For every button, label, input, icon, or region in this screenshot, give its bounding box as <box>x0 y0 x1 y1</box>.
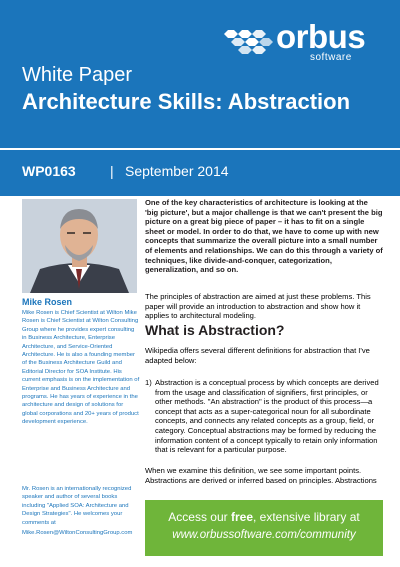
intro-block <box>145 198 383 275</box>
band-separator: | <box>110 163 114 179</box>
orbus-logo[interactable] <box>218 18 378 66</box>
author-bio: Mike Rosen is Chief Scientist at Wilton Mike Rosen is Chief Scientist at Wilton Consulting Group where he provides expert consulting in Business Architecture, Enterprise Architecture, and Service-Oriented Architecture. He is also a founding member of the Business Architecture Guild and Editorial Director for SOA Institute. His current emphasis is on the implementation of Enterprise and Business Architecture and programs. He has years of experience in the architecture and design of solutions for global corporations and 20+ years of product development experience. <box>22 310 140 426</box>
intro-paragraph: One of the key characteristics of architecture is looking at the 'big picture', but a major challenge is that we can't present the big picture on a great big piece of paper – it has to fit on a single sheet or model. In order to do that, we have to come up with new concepts that summarize the overall picture into a small number of elements and relationships. We can do this through a variety of techniques, like divide-and-conquer, categorization, generalization, and so on. <box>145 198 383 275</box>
publication-date: September 2014 <box>125 163 229 179</box>
document-info-band <box>0 150 400 196</box>
author-email-link[interactable]: Mike.Rosen@WiltonConsultingGroup.com <box>22 530 133 536</box>
page-title: Architecture Skills: Abstraction <box>22 89 351 114</box>
logo-subtext: software <box>310 52 352 63</box>
body-paragraph: When we examine this definition, we see some important points. Abstractions are derived or inferred based on principles. Abstractions <box>145 466 377 485</box>
cta-free: free <box>230 510 253 524</box>
list-number: 1) <box>145 378 152 387</box>
author-portrait-icon <box>22 199 137 293</box>
body-paragraph: The principles of abstraction are aimed at just these problems. This paper will provide an introduction to abstraction and show how it applies to architectural modeling. <box>145 292 371 321</box>
header-banner <box>0 0 400 148</box>
cta-text <box>145 510 383 524</box>
cta-url-link[interactable]: www.orbussoftware.com/community <box>172 529 356 541</box>
document-id: WP0163 <box>22 163 76 179</box>
author-bio-extra: Mr. Rosen is an internationally recognized speaker and author of several books including "Applied SOA: Architecture and Design Strategies". He welcomes your comments at <box>22 486 132 526</box>
author-name: Mike Rosen <box>22 297 73 307</box>
author-photo <box>22 199 137 293</box>
numbered-list-item <box>145 378 383 455</box>
library-cta-banner[interactable] <box>145 500 383 556</box>
body-paragraph: Wikipedia offers several different definitions for abstraction that I've adapted below: <box>145 346 370 365</box>
cta-prefix: Access our <box>168 510 231 524</box>
logo-wordmark: orbus <box>276 18 366 55</box>
document-type: White Paper <box>22 64 133 86</box>
list-item-text: Abstraction is a conceptual process by which concepts are derived from the usage and classification of signifiers, first principles, or other methods. "An abstraction" is the product of this process—a concept that acts as a super-categorical noun for all subordinate concepts, and connects any related concepts as a group, field, or category. Conceptual abstractions may be formed by reducing the information content of a concept typically to retain only information that is relevant for a particular purpose. <box>155 378 379 455</box>
section-heading: What is Abstraction? <box>145 322 285 338</box>
cta-suffix: , extensive library at <box>253 510 360 524</box>
hexagon-cluster-icon <box>218 24 276 60</box>
